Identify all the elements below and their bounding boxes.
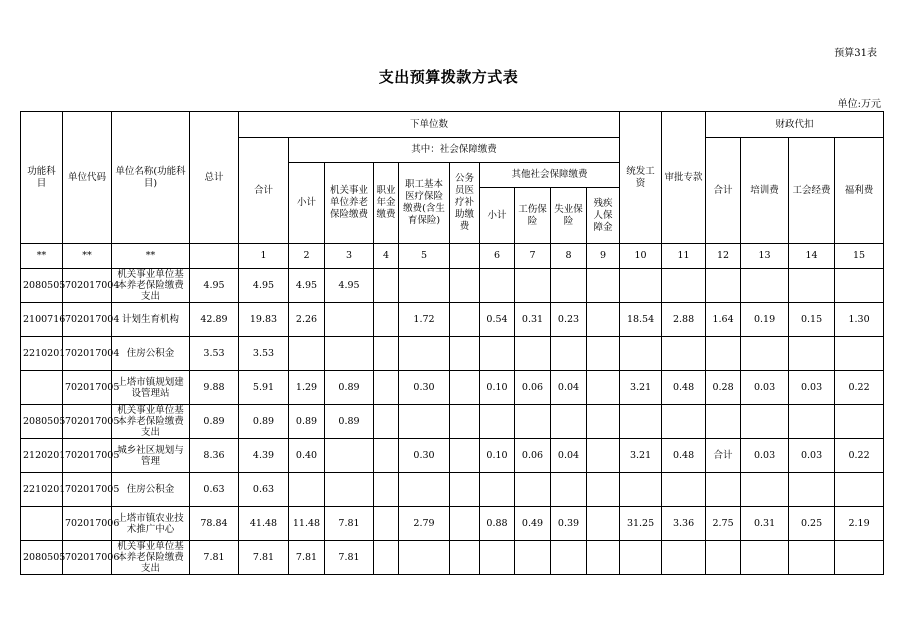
unit-name-cell <box>112 473 190 507</box>
value-cell: 0.54 <box>480 303 515 337</box>
value-cell <box>789 405 835 439</box>
value-cell <box>587 303 620 337</box>
func-subject-cell <box>21 371 63 405</box>
value-cell: 0.04 <box>551 371 587 405</box>
total-cell: 78.84 <box>190 507 239 541</box>
total-cell: 0.89 <box>190 405 239 439</box>
value-cell: 2.75 <box>706 507 741 541</box>
table-row <box>21 269 884 303</box>
value-cell <box>450 269 480 303</box>
value-cell <box>741 269 789 303</box>
table-row <box>21 541 884 575</box>
value-cell <box>399 541 450 575</box>
value-cell <box>587 473 620 507</box>
unit-name-text: 机关事业单位基本养老保险缴费支出 <box>117 541 184 574</box>
value-cell <box>587 507 620 541</box>
value-cell: 1.72 <box>399 303 450 337</box>
column-index-row <box>21 244 884 269</box>
value-cell: 7.81 <box>239 541 289 575</box>
value-cell: 2.19 <box>835 507 884 541</box>
value-cell <box>662 473 706 507</box>
col-fd-union: 工会经费 <box>789 138 835 244</box>
value-cell: 0.03 <box>789 371 835 405</box>
unit-name-text: 住房公积金 <box>126 484 175 495</box>
value-cell: 7.81 <box>325 541 374 575</box>
value-cell: 0.39 <box>551 507 587 541</box>
value-cell <box>325 439 374 473</box>
value-cell: 0.89 <box>289 405 325 439</box>
value-cell <box>450 303 480 337</box>
value-cell <box>741 541 789 575</box>
page-title: 支出预算拨款方式表 <box>378 68 519 86</box>
unit-name-text: 上塔市镇农业技术推广中心 <box>117 512 184 535</box>
value-cell <box>450 473 480 507</box>
value-cell: 18.54 <box>620 303 662 337</box>
value-cell: 1.30 <box>835 303 884 337</box>
value-cell: 31.25 <box>620 507 662 541</box>
table-number: 预算31表 <box>834 48 877 59</box>
col-unified-salary: 统发工资 <box>620 112 662 244</box>
table-row <box>21 473 884 507</box>
column-index-cell: 1 <box>239 244 289 269</box>
column-index-cell: 8 <box>551 244 587 269</box>
unit-code-cell: 702017004 <box>63 303 112 337</box>
value-cell <box>374 337 399 371</box>
value-cell <box>325 303 374 337</box>
value-cell <box>662 541 706 575</box>
unit-name-text: 住房公积金 <box>126 348 175 359</box>
value-cell <box>789 269 835 303</box>
table-row <box>21 507 884 541</box>
value-cell <box>480 269 515 303</box>
func-subject-cell: 2080505 <box>21 269 63 303</box>
unit-name-cell <box>112 337 190 371</box>
value-cell: 3.21 <box>620 439 662 473</box>
col-fd-sum: 合计 <box>706 138 741 244</box>
column-index-cell: 12 <box>706 244 741 269</box>
value-cell <box>706 473 741 507</box>
column-index-cell: 13 <box>741 244 789 269</box>
column-index-cell: 10 <box>620 244 662 269</box>
col-subtotal: 小计 <box>289 163 325 244</box>
col-unit-name: 单位名称(功能科目) <box>112 112 190 244</box>
total-cell: 3.53 <box>190 337 239 371</box>
value-cell <box>399 337 450 371</box>
value-cell: 0.89 <box>239 405 289 439</box>
unit-label: 单位:万元 <box>837 99 881 110</box>
value-cell <box>480 405 515 439</box>
budget-table <box>20 111 884 575</box>
unit-name-text: 计划生育机构 <box>121 314 179 325</box>
table-row <box>21 371 884 405</box>
value-cell: 11.48 <box>289 507 325 541</box>
value-cell: 0.48 <box>662 439 706 473</box>
value-cell <box>399 269 450 303</box>
value-cell: 0.06 <box>515 371 551 405</box>
value-cell <box>399 405 450 439</box>
value-cell <box>587 269 620 303</box>
value-cell: 4.95 <box>289 269 325 303</box>
column-index-cell: 15 <box>835 244 884 269</box>
col-other-social: 其他社会保障缴费 <box>480 163 620 188</box>
value-cell <box>706 269 741 303</box>
value-cell: 1.29 <box>289 371 325 405</box>
column-index-cell: 2 <box>289 244 325 269</box>
value-cell: 4.39 <box>239 439 289 473</box>
value-cell <box>741 473 789 507</box>
total-cell: 42.89 <box>190 303 239 337</box>
value-cell: 2.79 <box>399 507 450 541</box>
value-cell <box>515 269 551 303</box>
column-index-cell: 7 <box>515 244 551 269</box>
value-cell <box>450 337 480 371</box>
func-subject-cell <box>21 507 63 541</box>
col-total: 总计 <box>190 112 239 244</box>
value-cell <box>480 473 515 507</box>
table-row <box>21 405 884 439</box>
unit-code-cell: 702017004 <box>63 269 112 303</box>
column-index-cell: 11 <box>662 244 706 269</box>
value-cell: 41.48 <box>239 507 289 541</box>
column-index-cell: 14 <box>789 244 835 269</box>
total-cell: 4.95 <box>190 269 239 303</box>
value-cell <box>515 473 551 507</box>
value-cell <box>620 405 662 439</box>
value-cell: 0.49 <box>515 507 551 541</box>
value-cell: 0.30 <box>399 371 450 405</box>
value-cell: 0.89 <box>325 371 374 405</box>
value-cell <box>741 337 789 371</box>
unit-name-text: 机关事业单位基本养老保险缴费支出 <box>117 405 184 438</box>
value-cell: 0.10 <box>480 371 515 405</box>
value-cell <box>551 337 587 371</box>
column-index-cell: ** <box>21 244 63 269</box>
value-cell: 0.30 <box>399 439 450 473</box>
value-cell <box>620 269 662 303</box>
value-cell: 0.63 <box>239 473 289 507</box>
total-cell: 9.88 <box>190 371 239 405</box>
col-occupational-annuity: 职业年金缴费 <box>374 163 399 244</box>
unit-name-cell <box>112 507 190 541</box>
value-cell <box>515 405 551 439</box>
value-cell: 4.95 <box>325 269 374 303</box>
value-cell: 0.06 <box>515 439 551 473</box>
total-cell: 7.81 <box>190 541 239 575</box>
value-cell <box>374 303 399 337</box>
func-subject-cell: 2080505 <box>21 405 63 439</box>
value-cell <box>325 473 374 507</box>
total-cell: 0.63 <box>190 473 239 507</box>
value-cell <box>620 337 662 371</box>
col-other-subtotal: 小计 <box>480 188 515 244</box>
table-body <box>21 269 884 575</box>
unit-code-cell: 702017005 <box>63 473 112 507</box>
total-cell: 8.36 <box>190 439 239 473</box>
value-cell <box>374 507 399 541</box>
func-subject-cell: 2120201 <box>21 439 63 473</box>
value-cell: 2.26 <box>289 303 325 337</box>
func-subject-cell: 2210201 <box>21 337 63 371</box>
value-cell <box>374 405 399 439</box>
value-cell <box>325 337 374 371</box>
value-cell <box>551 541 587 575</box>
col-special-approval: 审批专款 <box>662 112 706 244</box>
value-cell <box>706 541 741 575</box>
col-disabled-fund: 残疾人保障金 <box>587 188 620 244</box>
value-cell: 0.31 <box>515 303 551 337</box>
value-cell: 0.23 <box>551 303 587 337</box>
col-social-security: 其中：社会保障缴费 <box>289 138 620 163</box>
value-cell <box>399 473 450 507</box>
column-index-cell <box>190 244 239 269</box>
unit-name-text: 城乡社区规划与管理 <box>117 444 184 467</box>
unit-code-cell: 702017006 <box>63 541 112 575</box>
column-index-cell: ** <box>112 244 190 269</box>
unit-name-cell <box>112 439 190 473</box>
table-row <box>21 337 884 371</box>
value-cell <box>587 439 620 473</box>
value-cell <box>515 541 551 575</box>
value-cell <box>587 337 620 371</box>
unit-name-text: 上塔市镇规划建设管理站 <box>117 376 184 399</box>
value-cell <box>450 541 480 575</box>
unit-name-cell <box>112 303 190 337</box>
column-index-cell: ** <box>63 244 112 269</box>
value-cell <box>835 473 884 507</box>
value-cell: 2.88 <box>662 303 706 337</box>
unit-name-cell <box>112 405 190 439</box>
value-cell: 0.48 <box>662 371 706 405</box>
value-cell <box>706 405 741 439</box>
value-cell: 0.31 <box>741 507 789 541</box>
column-index-cell <box>450 244 480 269</box>
value-cell: 7.81 <box>289 541 325 575</box>
value-cell <box>706 337 741 371</box>
value-cell <box>741 405 789 439</box>
value-cell: 0.15 <box>789 303 835 337</box>
value-cell <box>835 405 884 439</box>
col-sum: 合计 <box>239 138 289 244</box>
value-cell: 1.64 <box>706 303 741 337</box>
col-gov-pension: 机关事业单位养老保险缴费 <box>325 163 374 244</box>
func-subject-cell: 2080505 <box>21 541 63 575</box>
value-cell <box>551 473 587 507</box>
value-cell: 0.03 <box>741 371 789 405</box>
value-cell <box>662 269 706 303</box>
value-cell <box>289 473 325 507</box>
column-index-cell: 5 <box>399 244 450 269</box>
unit-name-cell <box>112 371 190 405</box>
column-index-cell: 4 <box>374 244 399 269</box>
value-cell: 19.83 <box>239 303 289 337</box>
value-cell <box>551 405 587 439</box>
column-index-cell: 9 <box>587 244 620 269</box>
col-injury: 工伤保险 <box>515 188 551 244</box>
unit-code-cell: 702017005 <box>63 439 112 473</box>
value-cell: 0.04 <box>551 439 587 473</box>
value-cell: 0.89 <box>325 405 374 439</box>
table-row <box>21 439 884 473</box>
value-cell <box>515 337 551 371</box>
value-cell <box>587 405 620 439</box>
value-cell: 0.40 <box>289 439 325 473</box>
table-row <box>21 303 884 337</box>
value-cell: 4.95 <box>239 269 289 303</box>
value-cell <box>789 337 835 371</box>
value-cell <box>587 541 620 575</box>
value-cell: 0.03 <box>789 439 835 473</box>
value-cell: 3.36 <box>662 507 706 541</box>
func-subject-cell: 2210201 <box>21 473 63 507</box>
value-cell <box>835 269 884 303</box>
value-cell <box>450 439 480 473</box>
value-cell: 0.10 <box>480 439 515 473</box>
value-cell: 0.19 <box>741 303 789 337</box>
col-civil-medical-subsidy: 公务员医疗补助缴费 <box>450 163 480 244</box>
value-cell: 0.88 <box>480 507 515 541</box>
col-unit-code: 单位代码 <box>63 112 112 244</box>
value-cell: 0.25 <box>789 507 835 541</box>
unit-name-cell <box>112 541 190 575</box>
value-cell <box>450 371 480 405</box>
column-index-cell: 3 <box>325 244 374 269</box>
value-cell <box>620 473 662 507</box>
value-cell <box>374 371 399 405</box>
value-cell: 0.22 <box>835 371 884 405</box>
value-cell <box>374 473 399 507</box>
value-cell <box>835 337 884 371</box>
value-cell: 0.03 <box>741 439 789 473</box>
value-cell <box>587 371 620 405</box>
value-cell <box>450 507 480 541</box>
col-finance-deduct: 财政代扣 <box>706 112 884 138</box>
value-cell: 3.53 <box>239 337 289 371</box>
value-cell <box>835 541 884 575</box>
col-fd-welfare: 福利费 <box>835 138 884 244</box>
col-unemployment: 失业保险 <box>551 188 587 244</box>
value-cell <box>789 541 835 575</box>
value-cell <box>374 439 399 473</box>
value-cell: 0.22 <box>835 439 884 473</box>
col-staff-medical: 职工基本医疗保险缴费(含生育保险) <box>399 163 450 244</box>
func-subject-cell: 2100716 <box>21 303 63 337</box>
value-cell <box>662 405 706 439</box>
header-row-1 <box>21 112 884 138</box>
value-cell <box>480 541 515 575</box>
value-cell <box>551 269 587 303</box>
value-cell <box>450 405 480 439</box>
value-cell <box>620 541 662 575</box>
unit-code-cell: 702017004 <box>63 337 112 371</box>
value-cell: 0.28 <box>706 371 741 405</box>
value-cell: 7.81 <box>325 507 374 541</box>
value-cell: 3.21 <box>620 371 662 405</box>
value-cell: 5.91 <box>239 371 289 405</box>
unit-name-cell <box>112 269 190 303</box>
value-cell <box>789 473 835 507</box>
value-cell: 合计 <box>706 439 741 473</box>
unit-code-cell: 702017005 <box>63 405 112 439</box>
col-lower-unit-pay: 下单位数 <box>239 112 620 138</box>
value-cell <box>374 269 399 303</box>
col-func-subject: 功能科目 <box>21 112 63 244</box>
col-fd-training: 培训费 <box>741 138 789 244</box>
value-cell <box>374 541 399 575</box>
column-index-cell: 6 <box>480 244 515 269</box>
value-cell <box>662 337 706 371</box>
unit-code-cell: 702017006 <box>63 507 112 541</box>
unit-name-text: 机关事业单位基本养老保险缴费支出 <box>117 269 184 302</box>
value-cell <box>480 337 515 371</box>
unit-code-cell: 702017005 <box>63 371 112 405</box>
value-cell <box>289 337 325 371</box>
